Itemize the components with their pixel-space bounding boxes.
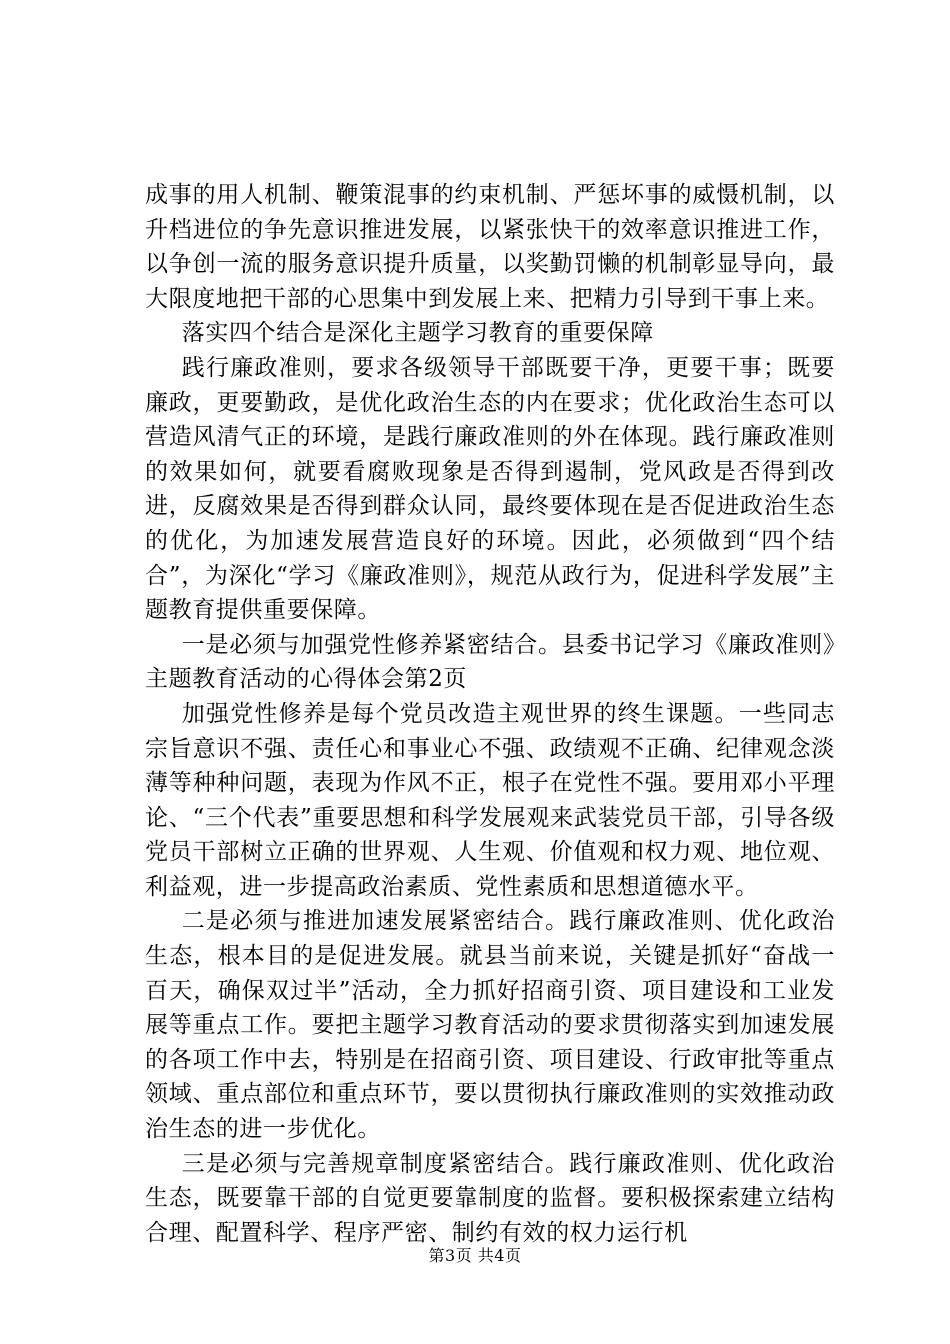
paragraph: 践行廉政准则，要求各级领导干部既要干净，更要干事；既要廉政，更要勤政，是优化政治生态的内在要求；优化政治生态可以营造风清气正的环境，是践行廉政准则的外在体现。践行廉政准则的效果如何，就要看腐败现象是否得到遏制，党风政是否得到改进，反腐效果是否得到群众认同，最终要体现在是否促进政治生态的优化，为加速发展营造良好的环境。因此，必须做到“四个结合”，为深化“学习《廉政准则》，规范从政行为，促进科学发展”主题教育提供重要保障。 [145, 354, 835, 624]
document-body [145, 178, 835, 1250]
paragraph-continuation: 成事的用人机制、鞭策混事的约束机制、严惩坏事的威慑机制，以升档进位的争先意识推进发展，以紧张快干的效率意识推进工作，以争创一流的服务意识提升质量，以奖勤罚懒的机制彰显导向，最大限度地把干部的心思集中到发展上来、把精力引导到干事上来。 [145, 182, 835, 312]
paragraph: 三是必须与完善规章制度紧密结合。践行廉政准则、优化政治生态，既要靠干部的自觉更要靠制度的监督。要积极探索建立结构合理、配置科学、程序严密、制约有效的权力运行机 [145, 1150, 835, 1246]
paragraph: 一是必须与加强党性修养紧密结合。县委书记学习《廉政准则》主题教育活动的心得体会第2页 [145, 631, 835, 693]
page-number-label: 第3页 共4页 [428, 1246, 522, 1265]
section-heading: 落实四个结合是深化主题学习教育的重要保障 [181, 320, 654, 347]
page-footer [0, 1246, 950, 1266]
paragraph: 加强党性修养是每个党员改造主观世界的终生课题。一些同志宗旨意识不强、责任心和事业心不强、政绩观不正确、纪律观念淡薄等种种问题，表现为作风不正，根子在党性不强。要用邓小平理论、“三个代表”重要思想和科学发展观来武装党员干部，引导各级党员干部树立正确的世界观、人生观、价值观和权力观、地位观、利益观，进一步提高政治素质、党性素质和思想道德水平。 [145, 700, 835, 900]
paragraph: 二是必须与推进加速发展紧密结合。践行廉政准则、优化政治生态，根本目的是促进发展。就县当前来说，关键是抓好“奋战一百天，确保双过半”活动，全力抓好招商引资、项目建设和工业发展等重点工作。要把主题学习教育活动的要求贯彻落实到加速发展的各项工作中去，特别是在招商引资、项目建设、行政审批等重点领域、重点部位和重点环节，要以贯彻执行廉政准则的实效推动政治生态的进一步优化。 [145, 908, 835, 1143]
